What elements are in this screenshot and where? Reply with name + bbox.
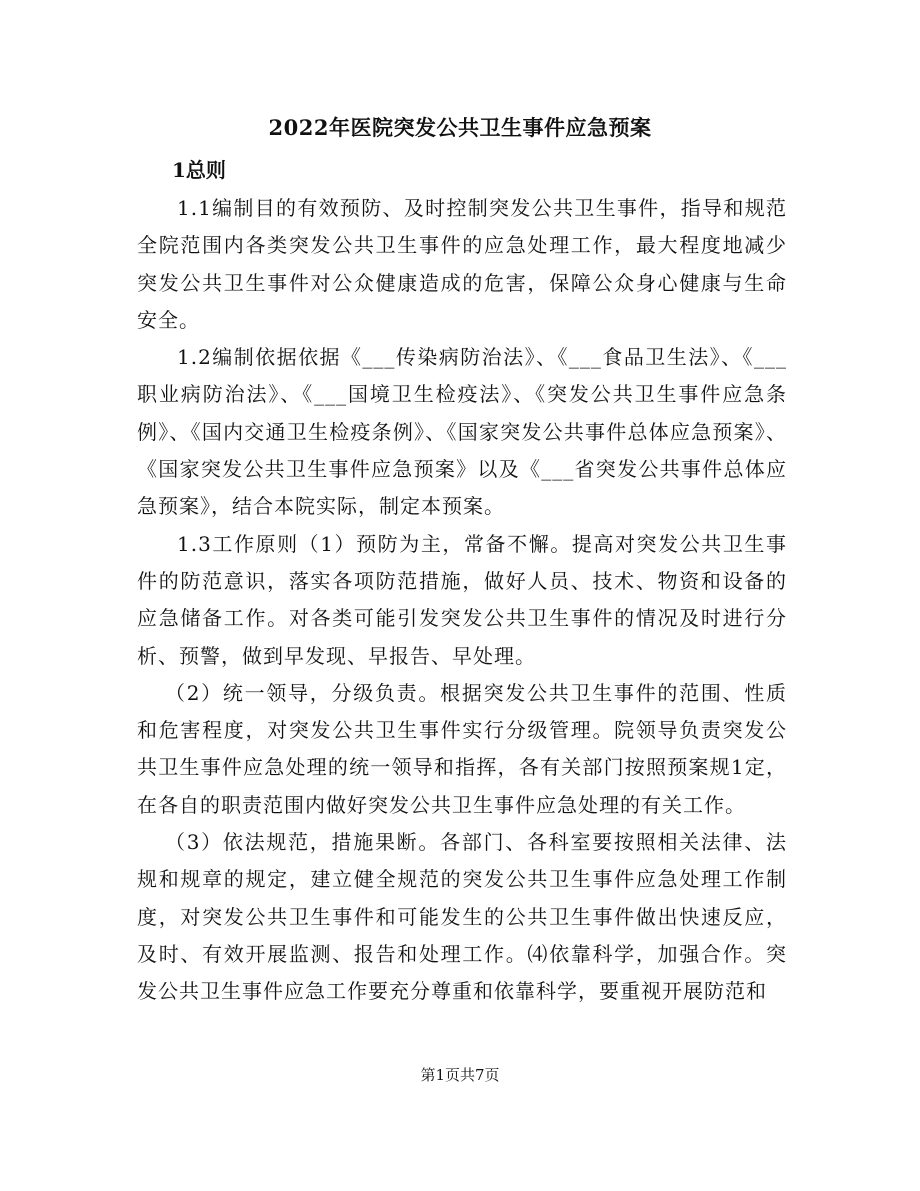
section-heading: 1总则: [172, 158, 226, 182]
document-title: 2022年医院突发公共卫生事件应急预案: [268, 115, 652, 140]
paragraph-purpose: 1.1编制目的有效预防、及时控制突发公共卫生事件，指导和规范全院范围内各类突发公共卫生事件的应急处理工作，最大程度地减少突发公共卫生事件对公众健康造成的危害，保障公众身心健康与生命安全。: [137, 196, 787, 332]
paragraph-principle-3: （3）依法规范，措施果断。各部门、各科室要按照相关法律、法规和规章的规定，建立健全规范的突发公共卫生事件应急处理工作制度，对突发公共卫生事件和可能发生的公共卫生事件做出快速反应，及时、有效开展监测、报告和处理工作。⑷依靠科学，加强合作。突发公共卫生事件应急工作要充分尊重和依靠科学，要重视开展防范和: [137, 830, 787, 1004]
paragraph-principle-2: （2）统一领导，分级负责。根据突发公共卫生事件的范围、性质和危害程度，对突发公共卫生事件实行分级管理。院领导负责突发公共卫生事件应急处理的统一领导和指挥，各有关部门按照预案规1定，在各自的职责范围内做好突发公共卫生事件应急处理的有关工作。: [137, 680, 787, 817]
paragraph-basis: 1.2编制依据依据《___传染病防治法》、《___食品卫生法》、《___职业病防治法》、《___国境卫生检疫法》、《突发公共卫生事件应急条例》、《国内交通卫生检疫条例》、《国家突发公共事件总体应急预案》、《国家突发公共卫生事件应急预案》以及《___省突发公共事件总体应急预案》，结合本院实际，制定本预案。: [137, 345, 787, 519]
paragraph-principles: 1.3工作原则（1）预防为主，常备不懈。提高对突发公共卫生事件的防范意识，落实各项防范措施，做好人员、技术、物资和设备的应急储备工作。对各类可能引发突发公共卫生事件的情况及时进行分析、预警，做到早发现、早报告、早处理。: [137, 531, 787, 668]
page-footer: 第1页共7页: [420, 1066, 500, 1084]
document-body: [137, 190, 787, 1011]
